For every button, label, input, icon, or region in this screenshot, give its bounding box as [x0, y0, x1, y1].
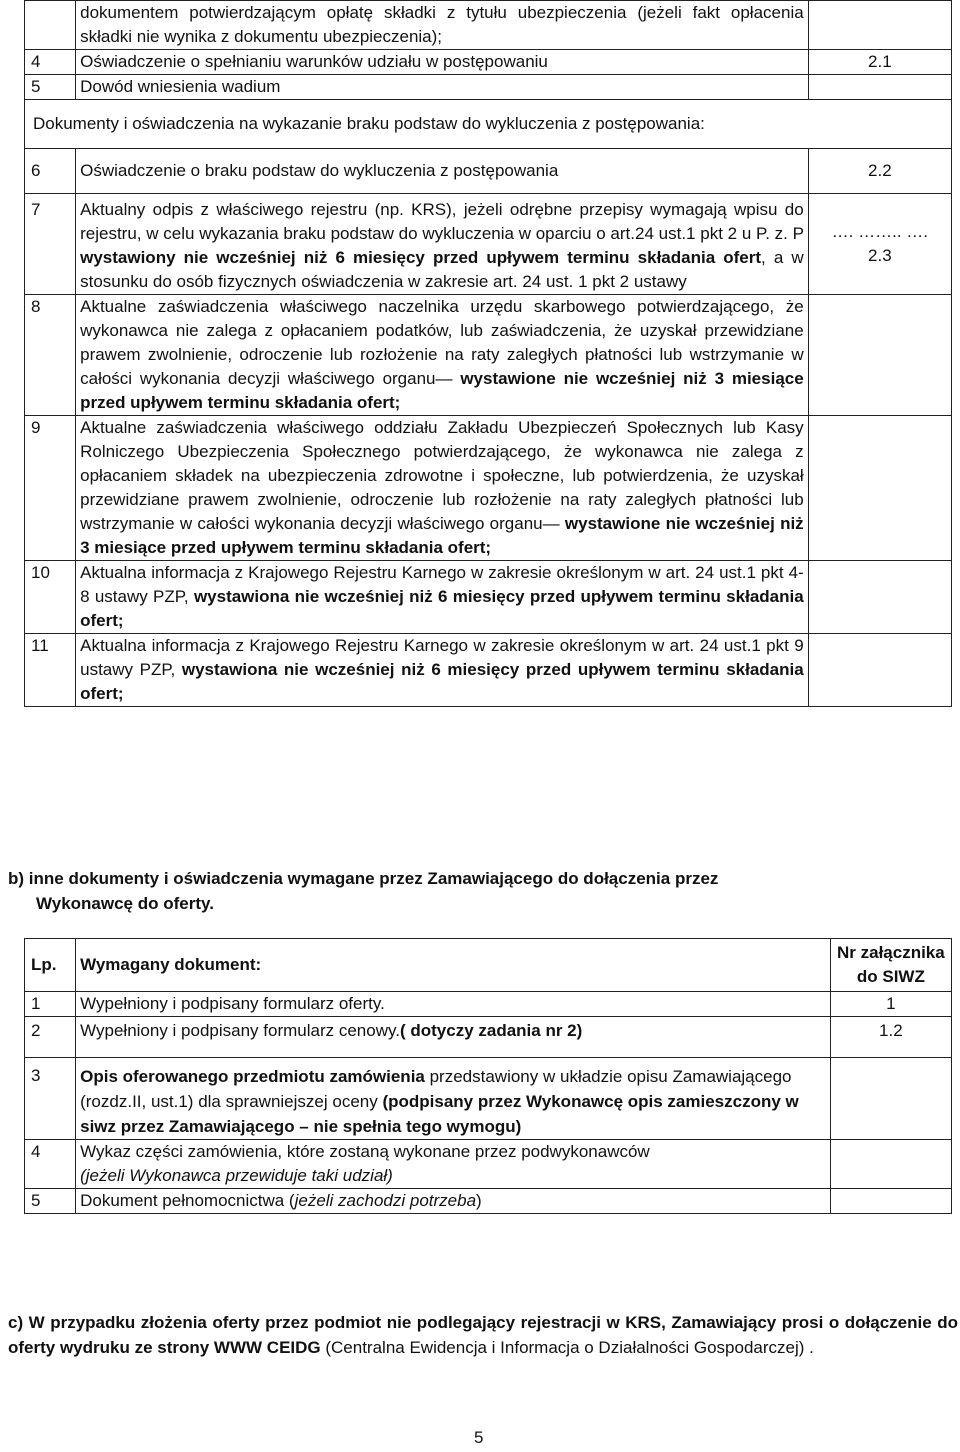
table-row [25, 416, 952, 561]
col-header-document: Wymagany dokument: [76, 939, 831, 992]
table-row [25, 1017, 952, 1058]
row-number: 2 [25, 1017, 76, 1058]
doc-text: Aktualna informacja z Krajowego Rejestru Karnego w zakresie określonym w art. 24 ust.1 pkt 9 ustawy PZP, wystawiona nie wcześniej niż 6 miesięcy przed upływem terminu składania ofert; [76, 634, 809, 707]
row-number: 9 [25, 416, 76, 561]
table-row [25, 634, 952, 707]
doc-text: Aktualne zaświadczenia właściwego naczelnika urzędu skarbowego potwierdzającego, że wykonawca nie zalega z opłacaniem podatków, lub zaświadczenia, że uzyskał przewidziane prawem zwolnienie, odroczenie lub rozłożenie na raty zaległych płatności lub wstrzymanie w całości wykonania decyzji właściwego organu— wystawione nie wcześniej niż 3 miesiące przed upływem terminu składania ofert; [76, 295, 809, 416]
doc-text: Oświadczenie o braku podstaw do wykluczenia z postępowania [76, 149, 809, 194]
section-b-heading: b) inne dokumenty i oświadczenia wymagane przez Zamawiającego do dołączenia przez Wykonawcę do oferty. [8, 869, 719, 913]
siwz-ref [808, 75, 951, 100]
siwz-ref: 1.2 [830, 1017, 951, 1058]
doc-text: dokumentem potwierdzającym opłatę składki z tytułu ubezpieczenia (jeżeli fakt opłacenia składki nie wynika z dokumentu ubezpieczenia); [76, 1, 809, 50]
doc-text: Aktualna informacja z Krajowego Rejestru Karnego w zakresie określonym w art. 24 ust.1 pkt 4-8 ustawy PZP, wystawiona nie wcześniej niż 6 miesięcy przed upływem terminu składania ofert; [76, 561, 809, 634]
doc-text: Wypełniony i podpisany formularz oferty. [76, 992, 831, 1017]
section-heading: Dokumenty i oświadczenia na wykazanie braku podstaw do wykluczenia z postępowania: [25, 100, 952, 149]
row-number: 8 [25, 295, 76, 416]
table-row [25, 992, 952, 1017]
doc-text: Dowód wniesienia wadium [76, 75, 809, 100]
doc-text: Wypełniony i podpisany formularz cenowy.( dotyczy zadania nr 2) [76, 1017, 831, 1058]
row-number: 6 [25, 149, 76, 194]
col-header-lp: Lp. [25, 939, 76, 992]
row-number: 4 [25, 50, 76, 75]
documents-table [24, 0, 952, 707]
table-row [25, 194, 952, 295]
doc-text: Opis oferowanego przedmiotu zamówienia przedstawiony w układzie opisu Zamawiającego (rozdz.II, ust.1) dla sprawniejszej oceny (podpisany przez Wykonawcę opis zamieszczony w siwz przez Zamawiającego – nie spełnia tego wymogu) [76, 1058, 831, 1140]
required-documents-table [24, 938, 952, 1214]
section-c-paragraph: c) W przypadku złożenia oferty przez podmiot nie podlegający rejestracji w KRS, Zamawiający prosi o dołączenie do oferty wydruku ze strony WWW CEIDG (Centralna Ewidencja i Informacja o Działalności Gospodarczej) . [8, 1313, 958, 1357]
siwz-ref: 2.1 [808, 50, 951, 75]
col-header-ref: Nr załącznika do SIWZ [830, 939, 951, 992]
dots-placeholder: …. …….. …. [831, 222, 929, 241]
table-header-row [25, 939, 952, 992]
table-row [25, 1058, 952, 1140]
doc-text: Aktualne zaświadczenia właściwego oddziału Zakładu Ubezpieczeń Społecznych lub Kasy Rolniczego Ubezpieczenia Społecznego potwierdzającego, że wykonawca nie zalega z opłacaniem składek na ubezpieczenia zdrowotne i społeczne, lub potwierdzenia, że uzyskał przewidziane prawem zwolnienie, odroczenie lub rozłożenie na raty zaległych płatności lub wstrzymanie w całości wykonania decyzji właściwego organu— wystawione nie wcześniej niż 3 miesiące przed upływem terminu składania ofert; [76, 416, 809, 561]
page-number: 5 [474, 1428, 484, 1447]
row-number: 1 [25, 992, 76, 1017]
table-row [25, 75, 952, 100]
table-row [25, 561, 952, 634]
row-number: 10 [25, 561, 76, 634]
siwz-ref: …. …….. …. 2.3 [808, 194, 951, 295]
row-number: 7 [25, 194, 76, 295]
doc-text: Dokument pełnomocnictwa (jeżeli zachodzi potrzeba) [76, 1189, 831, 1214]
table-row [25, 1, 952, 50]
siwz-ref: 2.2 [808, 149, 951, 194]
table-row [25, 1140, 952, 1189]
siwz-ref: 1 [830, 992, 951, 1017]
row-number: 4 [25, 1140, 76, 1189]
doc-text: Wykaz części zamówienia, które zostaną wykonane przez podwykonawców (jeżeli Wykonawca przewiduje taki udział) [76, 1140, 831, 1189]
doc-text: Oświadczenie o spełnianiu warunków udziału w postępowaniu [76, 50, 809, 75]
table-row [25, 295, 952, 416]
row-number: 11 [25, 634, 76, 707]
table-row [25, 100, 952, 149]
row-number: 5 [25, 75, 76, 100]
table-row [25, 149, 952, 194]
table-row [25, 1189, 952, 1214]
row-number: 5 [25, 1189, 76, 1214]
table-row [25, 50, 952, 75]
row-number: 3 [25, 1058, 76, 1140]
doc-text: Aktualny odpis z właściwego rejestru (np. KRS), jeżeli odrębne przepisy wymagają wpisu do rejestru, w celu wykazania braku podstaw do wykluczenia w oparciu o art.24 ust.1 pkt 2 u P. z. P wystawiony nie wcześniej niż 6 miesięcy przed upływem terminu składania ofert, a w stosunku do osób fizycznych oświadczenia w zakresie art. 24 ust. 1 pkt 2 ustawy [76, 194, 809, 295]
